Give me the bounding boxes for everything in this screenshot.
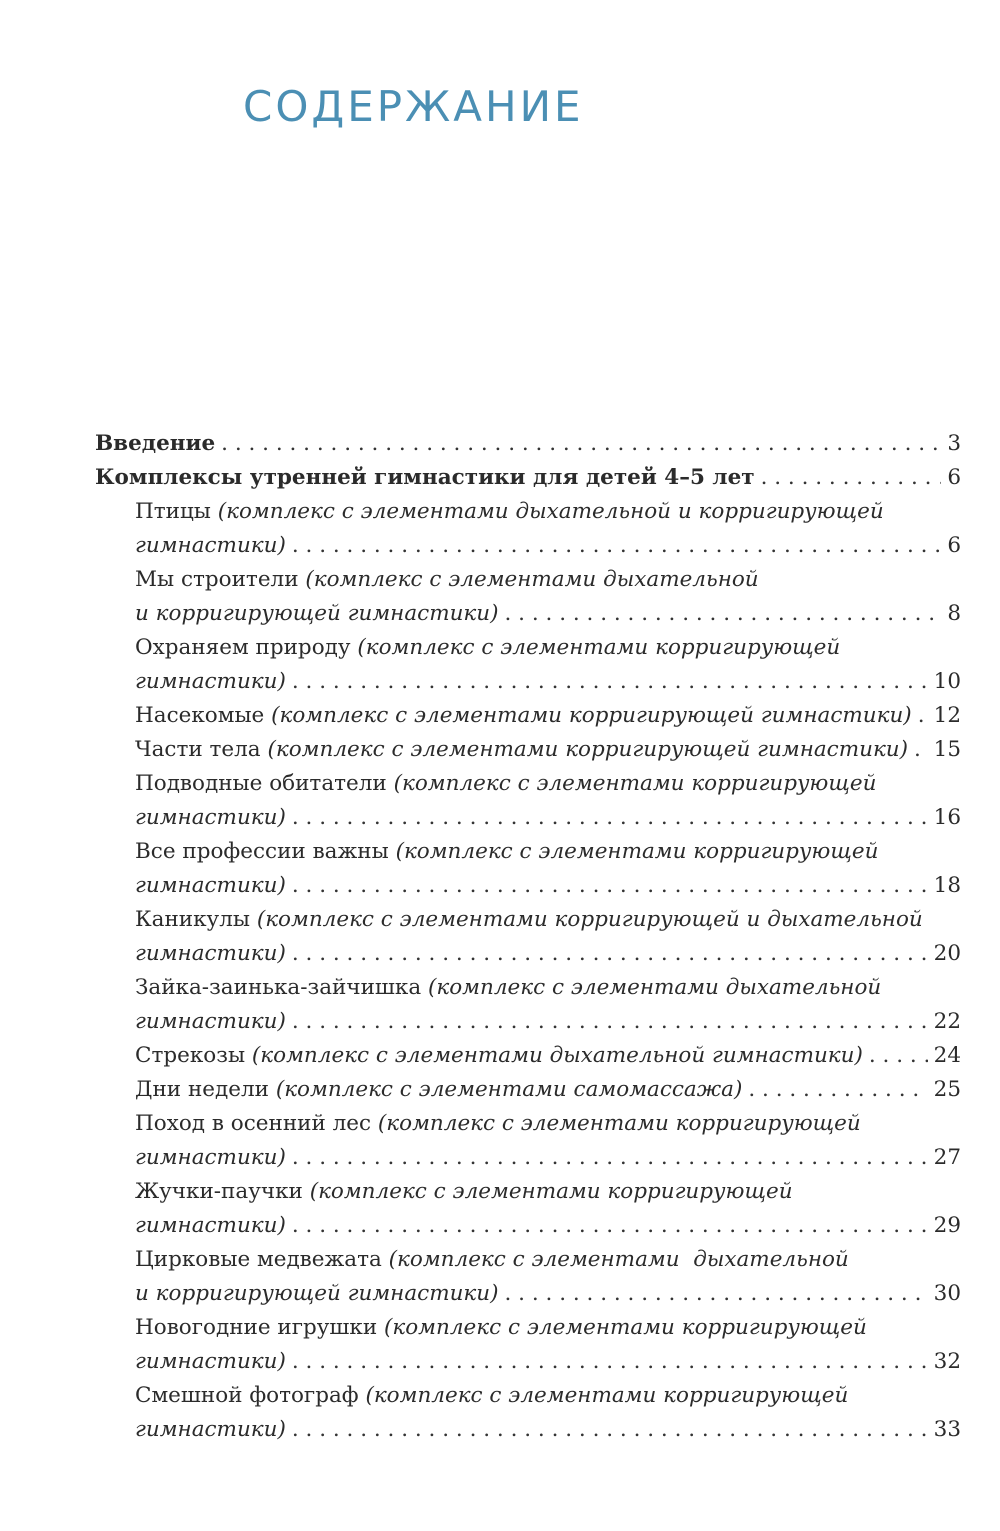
toc-entry-subtitle-cont: гимнастики) (135, 1009, 286, 1034)
toc-page-number: 16 (933, 805, 961, 830)
toc-entry-title: Поход в осенний лес (135, 1111, 372, 1136)
toc-page-number: 8 (947, 601, 961, 626)
toc-entry-subtitle: (комплекс с элементами корригирующей (384, 1315, 867, 1340)
toc-entry-title: Стрекозы (135, 1043, 246, 1068)
toc-entry[interactable] (95, 461, 961, 495)
toc-entry-subtitle: (комплекс с элементами корригирующей (377, 1111, 861, 1136)
toc-entry-subtitle: (комплекс с элементами корригирующей (357, 635, 841, 660)
toc-entry-subtitle-cont: гимнастики) (135, 1145, 286, 1170)
toc-entry-title: Насекомые (135, 703, 265, 728)
toc-entry[interactable] (95, 971, 961, 1039)
toc-entry-subtitle: (комплекс с элементами корригирующей (365, 1383, 849, 1408)
dot-leader (292, 1209, 928, 1243)
toc-entry-subtitle-cont: гимнастики) (135, 941, 286, 966)
toc-entry-title: Цирковые медвежата (135, 1247, 382, 1272)
toc-entry-subtitle-cont: гимнастики) (135, 669, 286, 694)
toc-entry-title: Жучки-паучки (135, 1179, 303, 1204)
dot-leader (292, 1141, 928, 1175)
toc-entry-subtitle: (комплекс с элементами дыхательной (388, 1247, 849, 1272)
toc-entry-title: Новогодние игрушки (135, 1315, 378, 1340)
toc-page-number: 25 (933, 1077, 961, 1102)
dot-leader (918, 699, 928, 733)
toc-entry[interactable] (95, 563, 961, 631)
toc-entry[interactable] (95, 1175, 961, 1243)
toc-entry[interactable] (95, 903, 961, 971)
toc-entry-subtitle: (комплекс с элементами дыхательной гимнастики) (251, 1043, 863, 1068)
dot-leader (221, 427, 941, 461)
toc-entry-subtitle-cont: гимнастики) (135, 533, 286, 558)
toc-entry-subtitle: (комплекс с элементами корригирующей (393, 771, 877, 796)
toc-page-number: 33 (933, 1417, 961, 1442)
toc-page-number: 6 (947, 465, 961, 490)
toc-entry[interactable] (95, 835, 961, 903)
toc-entry-subtitle: (комплекс с элементами дыхательной и корригирующей (217, 499, 884, 524)
toc-entry-subtitle: (комплекс с элементами корригирующей (395, 839, 879, 864)
toc-entry[interactable] (95, 631, 961, 699)
toc-entry-subtitle-cont: гимнастики) (135, 1417, 286, 1442)
toc-entry-title: Введение (95, 431, 216, 456)
dot-leader (292, 801, 928, 835)
toc-entry-subtitle: (комплекс с элементами корригирующей и дыхательной (256, 907, 923, 932)
dot-leader (914, 733, 928, 767)
toc-entry-subtitle: (комплекс с элементами самомассажа) (275, 1077, 743, 1102)
toc-entry[interactable] (95, 733, 961, 767)
toc-page-number: 12 (933, 703, 961, 728)
dot-leader (748, 1073, 927, 1107)
page-title: СОДЕРЖАНИЕ (243, 82, 584, 131)
toc-page-number: 27 (933, 1145, 961, 1170)
toc-page-number: 22 (933, 1009, 961, 1034)
toc-entry[interactable] (95, 1311, 961, 1379)
toc-entry[interactable] (95, 1073, 961, 1107)
toc-entry[interactable] (95, 1379, 961, 1447)
toc-entry[interactable] (95, 1107, 961, 1175)
toc-entry-subtitle-cont: гимнастики) (135, 1213, 286, 1238)
toc-page-number: 32 (933, 1349, 961, 1374)
toc-entry-title: Охраняем природу (135, 635, 351, 660)
dot-leader (292, 869, 928, 903)
toc-entry-title: Зайка-заинька-зайчишка (135, 975, 422, 1000)
toc-page-number: 29 (933, 1213, 961, 1238)
toc-page-number: 24 (933, 1043, 961, 1068)
toc-entry-title: Все профессии важны (135, 839, 389, 864)
toc-entry-subtitle: (комплекс с элементами корригирующей (309, 1179, 793, 1204)
dot-leader (292, 1413, 928, 1447)
toc-entry-subtitle: (комплекс с элементами корригирующей гимнастики) (271, 703, 912, 728)
toc-entry-subtitle-cont: и корригирующей гимнастики) (135, 1281, 499, 1306)
toc-entry-subtitle-cont: гимнастики) (135, 1349, 286, 1374)
dot-leader (292, 529, 941, 563)
toc-entry[interactable] (95, 427, 961, 461)
toc-entry[interactable] (95, 767, 961, 835)
toc-entry[interactable] (95, 495, 961, 563)
toc-entry-subtitle-cont: гимнастики) (135, 805, 286, 830)
toc-entry[interactable] (95, 1039, 961, 1073)
dot-leader (505, 1277, 928, 1311)
toc-page-number: 6 (947, 533, 961, 558)
toc-entry-title: Комплексы утренней гимнастики для детей 4–5 лет (95, 465, 755, 490)
toc-entry-title: Смешной фотограф (135, 1383, 359, 1408)
dot-leader (292, 937, 928, 971)
toc-page-number: 18 (933, 873, 961, 898)
dot-leader (761, 461, 941, 495)
dot-leader (505, 597, 941, 631)
toc-page-number: 15 (933, 737, 961, 762)
toc-entry[interactable] (95, 699, 961, 733)
toc-entry-subtitle-cont: и корригирующей гимнастики) (135, 601, 499, 626)
toc-entry-subtitle: (комплекс с элементами корригирующей гимнастики) (267, 737, 909, 762)
toc-entry-title: Дни недели (135, 1077, 269, 1102)
toc-page-number: 10 (933, 669, 961, 694)
toc-entry-subtitle: (комплекс с элементами дыхательной (305, 567, 759, 592)
toc-entry-subtitle: (комплекс с элементами дыхательной (428, 975, 882, 1000)
toc-entry-title: Птицы (135, 499, 211, 524)
toc-page-number: 3 (947, 431, 961, 456)
toc-entry-title: Мы строители (135, 567, 299, 592)
toc-page-number: 20 (933, 941, 961, 966)
dot-leader (869, 1039, 928, 1073)
toc-entry-title: Части тела (135, 737, 261, 762)
dot-leader (292, 665, 928, 699)
toc-entry-title: Подводные обитатели (135, 771, 387, 796)
toc-entry-subtitle-cont: гимнастики) (135, 873, 286, 898)
toc-page-number: 30 (933, 1281, 961, 1306)
table-of-contents (95, 427, 961, 1447)
dot-leader (292, 1345, 928, 1379)
toc-entry-title: Каникулы (135, 907, 250, 932)
toc-entry[interactable] (95, 1243, 961, 1311)
dot-leader (292, 1005, 928, 1039)
